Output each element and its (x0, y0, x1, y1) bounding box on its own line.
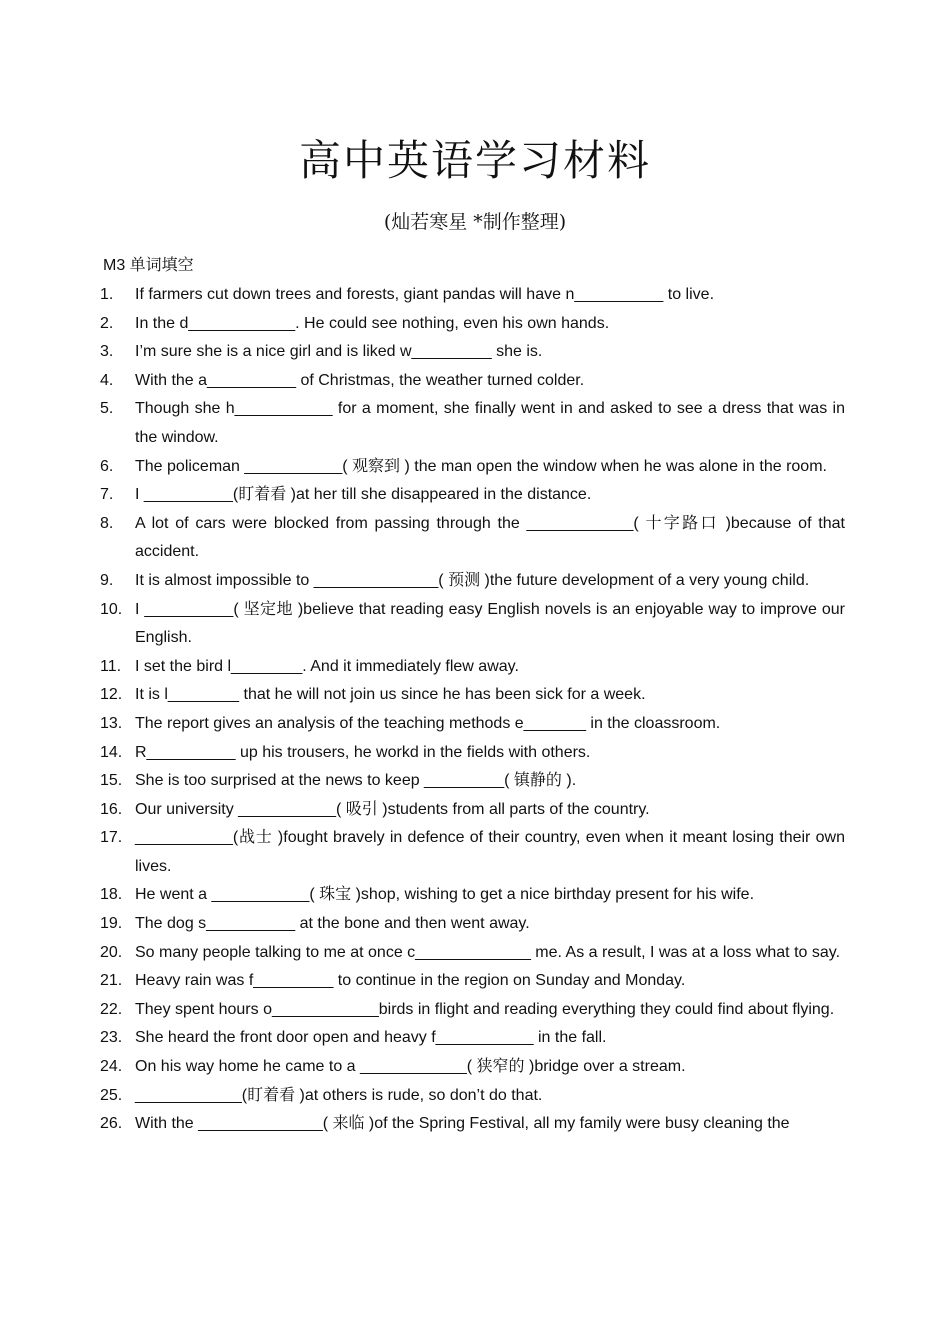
item-text: With the a__________ of Christmas, the weather turned colder. (135, 371, 585, 389)
exercise-item (100, 881, 845, 910)
item-text: I __________(盯着看 )at her till she disappeared in the distance. (135, 486, 592, 504)
item-number: 16. (100, 800, 123, 818)
item-text: She is too surprised at the news to keep _________( 镇静的 ). (135, 772, 577, 790)
item-text: The dog s__________ at the bone and then went away. (135, 915, 530, 933)
exercise-item (100, 1110, 845, 1139)
item-text: If farmers cut down trees and forests, giant pandas will have n__________ to live. (135, 286, 715, 303)
exercise-item (100, 767, 845, 796)
exercise-item (100, 824, 845, 881)
exercise-item (100, 710, 845, 739)
item-number: 18. (100, 886, 123, 904)
item-number: 7. (100, 486, 114, 504)
item-text: On his way home he came to a ____________( 狭窄的 )bridge over a stream. (135, 1058, 686, 1076)
item-text: Though she h___________ for a moment, she finally went in and asked to see a dress that was in the window. (135, 400, 845, 446)
exercise-item (100, 739, 845, 768)
item-number: 17. (100, 829, 123, 847)
exercise-item (100, 910, 845, 939)
item-text: He went a ___________( 珠宝 )shop, wishing to get a nice birthday present for his wife. (135, 886, 755, 904)
section-heading: M3 单词填空 (103, 257, 194, 274)
item-number: 24. (100, 1058, 123, 1076)
item-number: 3. (100, 343, 114, 361)
exercise-item (100, 939, 845, 968)
item-text: A lot of cars were blocked from passing through the ____________( 十字路口 )because of that accident. (135, 514, 845, 561)
item-text: With the ______________( 来临 )of the Spring Festival, all my family were busy cleaning the (135, 1115, 790, 1133)
item-text: She heard the front door open and heavy f___________ in the fall. (135, 1029, 607, 1047)
exercise-item (100, 653, 845, 682)
item-number: 21. (100, 972, 123, 990)
item-text: They spent hours o____________birds in flight and reading everything they could find about flying. (135, 1000, 835, 1018)
item-text: The policeman ___________( 观察到 ) the man open the window when he was alone in the room. (135, 457, 827, 475)
page-subtitle: (灿若寒星 *制作整理) (383, 211, 567, 233)
item-text: In the d____________. He could see nothing, even his own hands. (135, 314, 610, 332)
item-number: 10. (100, 600, 123, 618)
item-number: 2. (100, 314, 114, 332)
item-number: 1. (100, 286, 114, 303)
item-number: 25. (100, 1086, 123, 1104)
item-text: I’m sure she is a nice girl and is liked w_________ she is. (135, 343, 543, 361)
item-number: 11. (100, 657, 122, 675)
item-text: I set the bird l________. And it immediately flew away. (135, 657, 519, 675)
exercise-item (100, 796, 845, 825)
item-number: 26. (100, 1115, 123, 1133)
exercise-item (100, 1024, 845, 1053)
exercise-item (100, 996, 845, 1025)
exercise-item (100, 281, 845, 310)
exercise-item (100, 338, 845, 367)
item-number: 22. (100, 1000, 123, 1018)
exercise-item (100, 681, 845, 710)
item-number: 12. (100, 686, 123, 704)
item-text: Our university ___________( 吸引 )students from all parts of the country. (135, 800, 650, 818)
exercise-item (100, 510, 845, 567)
item-number: 5. (100, 400, 114, 418)
item-text: The report gives an analysis of the teaching methods e_______ in the cloassroom. (135, 714, 721, 732)
exercise-item (100, 453, 845, 482)
item-text: It is l________ that he will not join us since he has been sick for a week. (135, 686, 646, 704)
exercise-item (100, 395, 845, 452)
exercise-item (100, 481, 845, 510)
item-number: 14. (100, 743, 123, 761)
page-title: 高中英语学习材料 (298, 136, 651, 185)
item-number: 8. (100, 514, 114, 532)
exercise-item (100, 967, 845, 996)
item-number: 23. (100, 1029, 123, 1047)
item-text: It is almost impossible to ______________( 预测 )the future development of a very young child. (135, 571, 810, 589)
item-text: ____________(盯着看 )at others is rude, so don’t do that. (135, 1086, 543, 1104)
exercise-item (100, 567, 845, 596)
item-number: 4. (100, 371, 114, 389)
item-text: I __________( 坚定地 )believe that reading easy English novels is an enjoyable way to improve our English. (135, 600, 845, 647)
item-number: 20. (100, 943, 123, 961)
exercise-item (100, 1082, 845, 1111)
item-number: 15. (100, 772, 123, 790)
item-text: So many people talking to me at once c_____________ me. As a result, I was at a loss what to say. (135, 943, 841, 961)
item-number: 19. (100, 915, 123, 933)
exercise-item (100, 1053, 845, 1082)
item-text: ___________(战士 )fought bravely in defence of their country, even when it meant losing their own lives. (135, 829, 845, 875)
item-number: 6. (100, 457, 114, 475)
exercise-item (100, 367, 845, 396)
item-number: 13. (100, 714, 123, 732)
exercise-item (100, 596, 845, 653)
item-text: R__________ up his trousers, he workd in the fields with others. (135, 743, 591, 761)
exercise-item (100, 310, 845, 339)
exercise-list (100, 281, 845, 1139)
item-text: Heavy rain was f_________ to continue in the region on Sunday and Monday. (135, 972, 686, 990)
item-number: 9. (100, 571, 114, 589)
